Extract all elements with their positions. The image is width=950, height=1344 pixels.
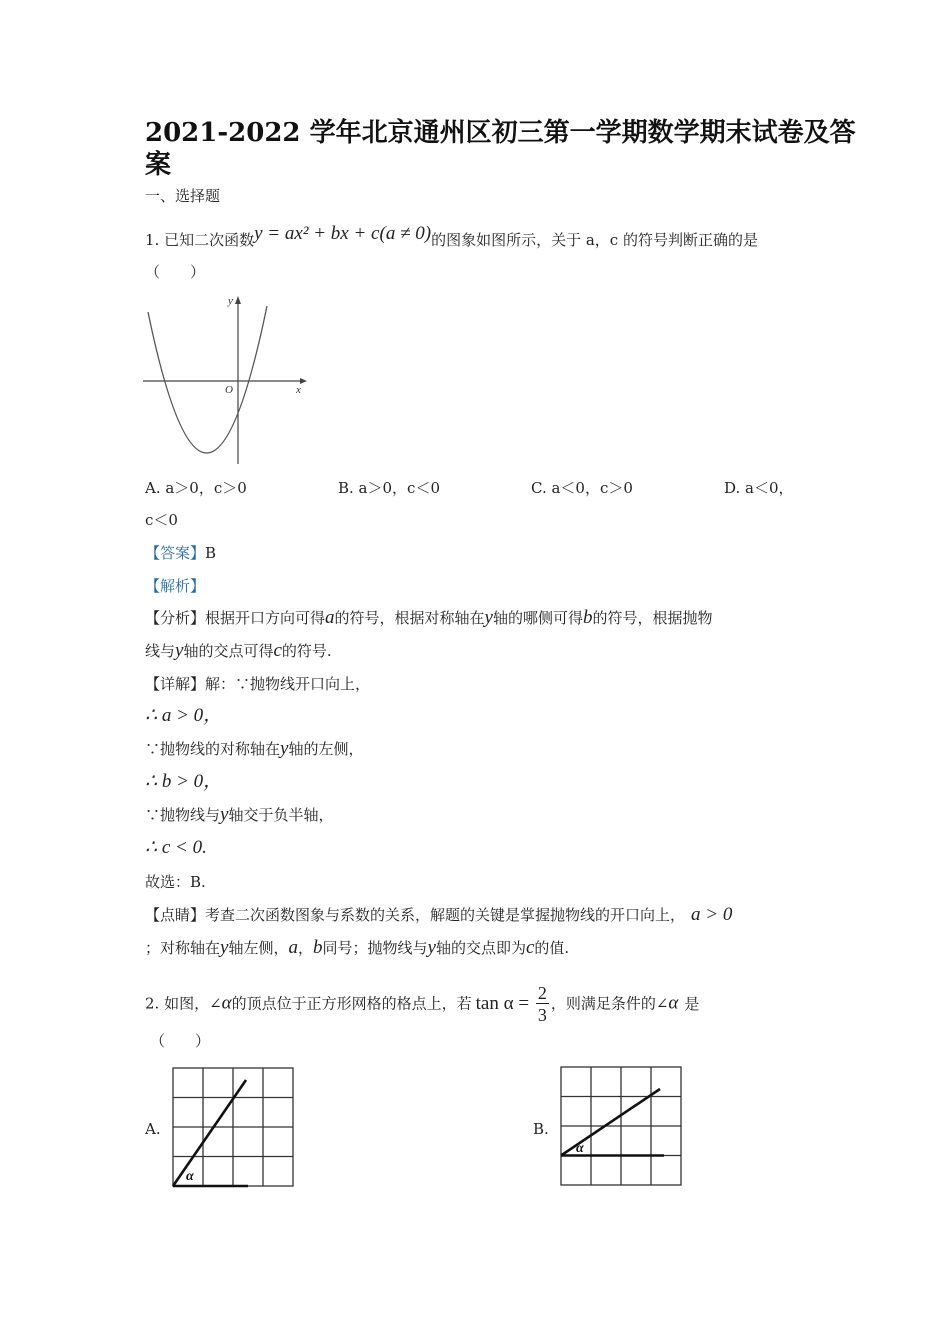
q2-option-b-label: B. (533, 1120, 549, 1138)
dianjing-var: c (525, 937, 535, 958)
dianjing-text: 轴的交点即为 (435, 939, 526, 957)
q1-detail-line1 (145, 674, 370, 694)
section-heading: 一、选择题 (145, 187, 221, 205)
q1-detail-line2: ∴ a > 0， (145, 705, 223, 726)
q1-detail-line4: ∴ b > 0， (145, 771, 223, 792)
q1-detail-line5 (145, 805, 333, 825)
parabola-curve (148, 306, 267, 453)
q1-option-b: B. a＞0，c＜0 (338, 479, 440, 497)
dianjing-text: ；对称轴在 (145, 939, 221, 957)
q1-stem (145, 223, 758, 250)
q1-option-c: C. a＜0，c＞0 (531, 479, 633, 497)
y-axis-label: y (228, 295, 233, 307)
dianjing-var: a (288, 937, 298, 958)
fenxi-var-a: a (325, 607, 335, 628)
fenxi-var-c: c (273, 640, 282, 661)
q1-prefix: 1. 已知二次函数 (145, 231, 255, 249)
fenxi-text: 根据开口方向可得 (205, 609, 326, 627)
analysis-tag: 【解析】 (145, 577, 206, 595)
angle-ray-slant (173, 1080, 246, 1186)
detail-text: 解：∵抛物线开口向上， (205, 675, 371, 693)
fenxi-text: 轴的交点可得 (183, 642, 274, 660)
q1-fenxi-line1 (145, 608, 713, 628)
q1-option-d-cont: c＜0 (145, 511, 178, 529)
detail-var-y: y (280, 738, 289, 759)
fenxi-var-y: y (175, 640, 184, 661)
fenxi-text: 的符号，根据对称轴在 (334, 609, 485, 627)
q1-paren: （ ） (145, 263, 206, 281)
q1-suffix: 的图象如图所示，关于 a，c 的符号判断正确的是 (431, 231, 758, 249)
page-title-line1: 2021-2022 学年北京通州区初三第一学期数学期末试卷及答 (145, 118, 856, 148)
q2-text: 2. 如图，∠ (145, 994, 222, 1013)
q2-text: 是 (684, 994, 700, 1013)
answer-tag: 【答案】 (145, 544, 206, 562)
q1-option-d: D. a＜0， (724, 479, 794, 497)
dianjing-text: 考查二次函数图象与系数的关系，解题的关键是掌握抛物线的开口向上， (205, 906, 686, 924)
detail-tag: 【详解】 (145, 675, 206, 693)
q1-detail-line3 (145, 739, 363, 759)
grid-lines (561, 1067, 681, 1185)
q2-fraction-num: 2 (537, 983, 547, 1003)
q2-paren: （ ） (150, 1032, 211, 1050)
detail-text: 轴交于负半轴， (228, 806, 334, 824)
q2-option-a-grid (170, 1066, 296, 1190)
dianjing-var: y (220, 937, 229, 958)
page-title-line2: 案 (145, 150, 172, 180)
q2-text: ，则满足条件的∠ (550, 994, 669, 1013)
q1-dianjing-line1 (145, 905, 732, 925)
dianjing-text: 的值. (534, 939, 570, 957)
fenxi-text: 的符号，根据抛物 (592, 609, 713, 627)
dianjing-var: b (312, 937, 323, 958)
q1-fenxi-line2 (145, 641, 332, 661)
q2-option-b-grid (558, 1064, 684, 1188)
origin-label: O (225, 384, 233, 396)
dianjing-text: 同号；抛物线与 (322, 939, 428, 957)
detail-text: ∵抛物线与 (145, 806, 221, 824)
dianjing-text: ， (297, 939, 313, 957)
fenxi-text: 的符号. (281, 642, 332, 660)
q2-stem (145, 983, 699, 1026)
q1-dianjing-line2 (145, 938, 569, 958)
q1-option-a: A. a＞0，c＞0 (145, 479, 247, 497)
fenxi-text: 线与 (145, 642, 176, 660)
q2-fraction-den: 3 (537, 1005, 547, 1025)
answer-value: B (205, 544, 217, 562)
fenxi-var-y: y (484, 607, 493, 628)
dianjing-tag: 【点睛】 (145, 906, 206, 924)
q1-parabola-graph (140, 292, 310, 470)
q1-detail-line7: 故选：B. (145, 873, 206, 891)
q1-formula: y = ax² + bx + c(a ≠ 0) (254, 223, 432, 244)
q2-alpha: α (668, 992, 679, 1014)
dianjing-var: y (427, 937, 436, 958)
detail-text: ∵抛物线的对称轴在 (145, 740, 281, 758)
fenxi-var-b: b (583, 607, 593, 628)
q1-answer (145, 543, 216, 563)
x-axis-label: x (296, 384, 301, 396)
alpha-label: α (576, 1141, 584, 1156)
y-axis-arrow (235, 296, 241, 304)
q1-detail-line6: ∴ c < 0. (145, 837, 207, 858)
detail-var-y: y (220, 804, 229, 825)
q2-tan: tan α = (475, 992, 530, 1014)
detail-text: 轴的左侧， (288, 740, 364, 758)
dianjing-text: 轴左侧， (228, 939, 289, 957)
fenxi-tag: 【分析】 (145, 609, 206, 627)
q2-option-a-label: A. (145, 1120, 161, 1138)
q2-text: 的顶点位于正方形网格的格点上，若 (231, 994, 472, 1013)
fenxi-text: 轴的哪侧可得 (492, 609, 583, 627)
q2-alpha: α (221, 992, 232, 1014)
dianjing-expr: a > 0 (691, 904, 733, 925)
x-axis-arrow (300, 378, 307, 384)
q2-fraction (536, 983, 549, 1026)
alpha-label: α (186, 1169, 194, 1184)
